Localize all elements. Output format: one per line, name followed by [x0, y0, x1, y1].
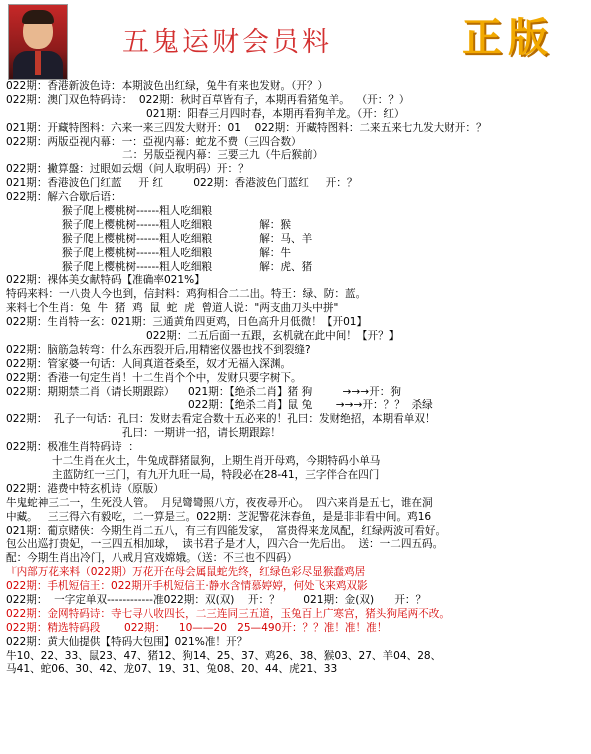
text-line: 配：今期生肖出冷门，八戒月宫戏嫦娥。（送：不三也不四码） — [6, 552, 298, 565]
text-line: 牛10、22、33、鼠23、47、猪12、狗14、25、37、鸡26、38、猴03、27、羊04、28、 — [6, 649, 442, 662]
text-line: 022期：期期禁二肖（请长期跟踪） 021期：【绝杀二肖】猪 狗 →→→开：狗 — [6, 385, 401, 398]
page-header — [0, 0, 591, 84]
text-line: 022期：【绝杀二肖】鼠 兔 →→→开：？？ 杀绿 — [188, 399, 433, 412]
text-line: 022期：两版亞视内幕：一：亞视内幕：蛇龙不费（三四合数） — [6, 135, 302, 148]
text-line: 022期：裸体美女献特码【准确率021%】 — [6, 274, 205, 287]
text-line: 022期： 一字定单双------------准022期：双(双) 开：？ 021期：金(双) 开：？ — [6, 593, 427, 606]
text-line: 牛鬼蛇神三二一，生死没人管。 月兒彎彎照八方，夜夜尋开心。 四六来肖是五七，谁在洞 — [6, 496, 433, 509]
text-line: 022期：金网特码诗：寺七寻八收四长，二三连同三五道，玉兔百上广寒宫，猪头狗尾两不改。 — [6, 607, 450, 620]
text-line: 022期：撇算盤：过眼如云烟（问人取明码）开：？ — [6, 163, 249, 176]
avatar-hair — [22, 10, 54, 24]
text-line: 来料七个生肖：兔 牛 猪 鸡 鼠 蛇 虎 曾道人说："两支曲刀头中拼" — [6, 302, 339, 315]
text-line: 猴子爬上樱桃树------粗人吃细粮 解：牛 — [62, 246, 291, 259]
text-line: 021期：香港波色门红蓝 开 红 022期：香港波色门蓝红 开：？ — [6, 177, 358, 190]
text-line: 022期：精选特码段 022期： 10——20 25—490开：？？准！准！准！ — [6, 621, 388, 634]
text-line: 猴子爬上樱桃树------粗人吃细粮 解：猴 — [62, 218, 291, 231]
text-line: 主蓝防红一三门，有九开九旺一局，特段必在28-41，三字伴合在四门 — [52, 468, 380, 481]
text-line: 022期：澳门双色特码诗： 022期：秋时百草皆有子，本期再看猪兔羊。 （开：？） — [6, 93, 410, 106]
text-line: 包公出巡打贵妃，一三四五相加球， 读书君子是才人，四六合一先后出。 送：一二四五码。 — [6, 538, 444, 551]
text-line: 022期：脑筋急转弯：什么东西裂开后,用精密仪器也找不到裂缝? — [6, 343, 311, 356]
content-body — [6, 80, 588, 677]
text-line: 022期：极准生肖特码诗 ： — [6, 441, 139, 454]
text-line: 022期：黄大仙提供【特码大包围】021%准！开？ — [6, 635, 248, 648]
text-line: 『内部万花来料（022期）万花开在母会属鼠蛇先终，红绿色彩尽显猴蠢鸡居 — [6, 566, 366, 579]
text-line: 022期：港费中特玄机诗（原版） — [6, 482, 164, 495]
text-line: 022期：管家婆一句话：人间真道苍桑至，奴才无福入深渊。 — [6, 357, 292, 370]
text-line: 022期：香港新波色诗：本期波色出红绿，兔牛有来也发财。（开？） — [6, 80, 329, 92]
text-line: 十二生肖在火土，牛兔成群猪鼠狗，上期生肖开母鸡，今期特码小单马 — [52, 455, 381, 468]
official-stamp: 正版 — [462, 15, 554, 61]
text-line: 021期：阳春三月四时春，本期再看狗羊龙。（开：红） — [146, 107, 405, 120]
text-line: 马41、蛇06、30、42、龙07、19、31、兔08、20、44、虎21、33 — [6, 663, 338, 676]
text-line: 022期：二五后面一五跟，玄机就在此中间！【开？】 — [146, 330, 400, 343]
text-line: 022期： 孔子一句话：孔曰：发财去看定合数十五必来的！孔曰：发财绝招，本期看单双！ — [6, 413, 436, 426]
text-line: 022期：手机短信王：022期开手机短信王·静水含情慕婷婷，何处飞来鸡双影 — [6, 580, 368, 593]
text-line: 猴子爬上樱桃树------粗人吃细粮 — [62, 205, 213, 218]
text-line: 二：另版亞视内幕：三要三九（牛后猴前） — [122, 149, 324, 162]
text-line: 猴子爬上樱桃树------粗人吃细粮 解：马、羊 — [62, 232, 313, 245]
text-line: 中藏。 三三得六有毅吃，二一算是三。022期：芝泥警花沫春鱼，是是非非看中间。鸡16 — [6, 510, 432, 523]
text-line: 特码来料：一八贵人今也到，信封料：鸡狗相合二二出。特王：绿、防：蓝。 — [6, 288, 367, 301]
page-title: 五鬼运财会员料 — [122, 27, 332, 58]
text-line: 022期：香港一句定生肖！十二生肖个个中，发财只要字树下。 — [6, 371, 302, 384]
text-line: 猴子爬上樱桃树------粗人吃细粮 解：虎、猪 — [62, 260, 313, 273]
text-line: 021期：开藏特图料：六来一来三四发大财开：01 022期：开藏特图料：二来五来七九发大财开：？ — [6, 121, 487, 134]
text-line: 022期：解六合歇后语： — [6, 191, 122, 204]
text-line: 孔曰：一期讲一招，请长期跟踪！ — [122, 427, 281, 440]
text-line: 022期：生肖特一玄：021期：三通黄角四更鸡，日色高升月低微！【开01】 — [6, 316, 368, 329]
avatar-tie — [35, 51, 41, 75]
text-line: 021期：葡京赌侠：今期生肖二五八，有三有四能发家， 富贵得来龙凤配，红绿两波可看好。 — [6, 524, 447, 537]
avatar — [8, 4, 68, 80]
